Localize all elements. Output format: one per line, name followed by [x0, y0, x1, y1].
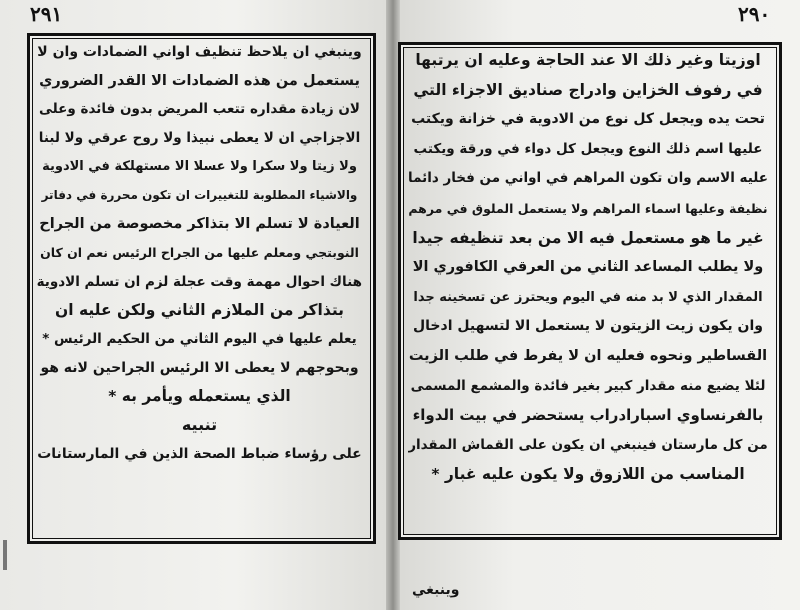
text-line: النوبتجي ومعلم عليها من الجراح الرئيس نعم ان كان	[40, 244, 359, 260]
text-line: يستعمل من هذه الضمادات الا القدر الضروري	[39, 72, 360, 89]
text-line: هناك احوال مهمة وقت عجلة لزم ان تسلم الادوية	[37, 273, 362, 290]
text-line: الاجزاجي ان لا يعطى نبيذا ولا روح عرقي ولا لبنا	[38, 130, 361, 147]
text-line: في رفوف الخزاين وادراج صناديق الاجزاء التي	[413, 80, 763, 99]
text-line: وبحوجهم لا يعطى الا الرئيس الجراحين لانه هو	[40, 359, 359, 376]
text-line: ولا زيتا ولا سكرا ولا عسلا الا مستهلكة في الادوية	[42, 158, 357, 174]
text-line: الذي يستعمله ويأمر به *	[108, 387, 291, 406]
text-line: لان زيادة مقداره تتعب المريض بدون فائدة وعلى	[39, 101, 360, 118]
text-line: المقدار الذي لا بد منه في اليوم ويحترز عن تسخينه جدا	[413, 289, 763, 305]
text-line: المناسب من اللازوق ولا يكون عليه غبار *	[431, 465, 745, 484]
text-line: نظيفة وعليها اسماء المراهم ولا يستعمل الملوق في مرهم	[408, 200, 768, 216]
text-line: من كل مارستان فينبغي ان يكون على القماش المقدار	[408, 436, 768, 453]
text-line: القساطير ونحوه فعليه ان لا يفرط في طلب الزيت	[408, 347, 768, 364]
text-line: وان يكون زيت الزيتون لا يستعمل الا لتسهيل ادخال	[413, 318, 763, 335]
text-line: اوزيتا وغير ذلك الا عند الحاجة وعليه ان يرتبها	[415, 51, 761, 69]
text-line: يعلم عليها في اليوم الثاني من الحكيم الرئيس *	[42, 330, 357, 347]
section-heading: تنبيه	[181, 414, 218, 434]
catchword: وينبغي	[412, 582, 460, 598]
left-page-number: ٢٩١	[30, 2, 63, 26]
text-line: العيادة لا تسلم الا بتذاكر مخصوصة من الجراح	[39, 216, 360, 233]
text-line: والاشياء المطلوبة للتغييرات ان تكون محررة في دفاتر	[41, 188, 358, 203]
text-line: تحت يده ويجعل كل نوع من الادوية في خزانة ويكتب	[411, 111, 765, 128]
text-line: لئلا يضيع منه مقدار كبير بغير فائدة والمشمع المسمى	[410, 377, 766, 394]
text-line: عليه الاسم وان تكون المراهم في اواني من فخار دائما	[408, 170, 768, 187]
text-line: وينبغي ان يلاحظ تنظيف اواني الضمادات وان لا	[37, 44, 362, 60]
text-line: غير ما هو مستعمل فيه الا من بعد تنظيفه جيدا	[412, 228, 764, 247]
left-page-text	[37, 38, 362, 468]
text-line: ولا يطلب المساعد الثاني من العرقي الكافوري الا	[412, 259, 764, 276]
text-line: بتذاكر من الملازم الثاني ولكن عليه ان	[55, 301, 344, 320]
page-edge-mark	[3, 540, 7, 570]
text-line: على رؤساء ضباط الصحة الذين في المارستانات	[37, 445, 362, 462]
text-line: بالفرنساوي اسبارادراب يستحضر في بيت الدواء	[412, 406, 764, 425]
right-page-text	[408, 46, 768, 490]
text-line: عليها اسم ذلك النوع ويجعل كل دواء في ورقة ويكتب	[413, 140, 763, 157]
right-page-number: ٢٩٠	[738, 2, 771, 26]
